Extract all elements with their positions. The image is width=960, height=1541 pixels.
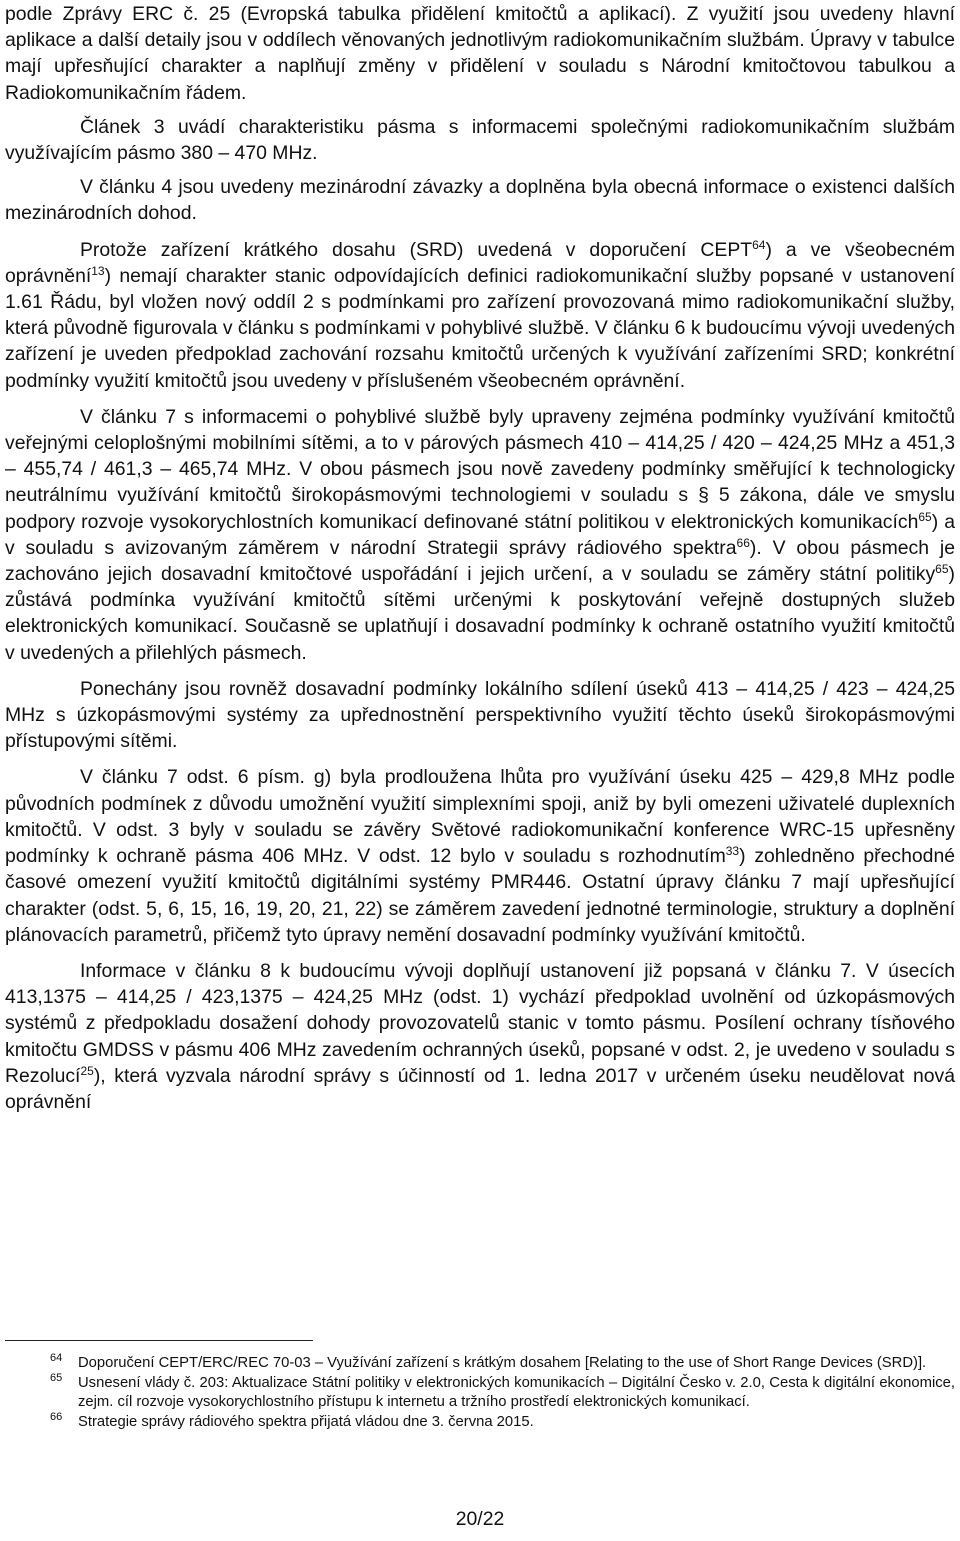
footnote-ref: 13 [91,263,105,278]
footnote-text: Doporučení CEPT/ERC/REC 70-03 – Využívání zařízení s krátkým dosahem [Relating to the use of Short Range Devices (SRD)]. [78,1355,927,1371]
footnote-text: Usnesení vlády č. 203: Aktualizace Státní politiky v elektronických komunikacích – Digitální Česko v. 2.0, Cesta k digitální ekonomice, zejm. cíl rozvoje vysokorychlostního přístupu k internetu a tržního prostředí elektronických komunikací. [78,1374,955,1410]
paragraph: Protože zařízení krátkého dosahu (SRD) uvedená v doporučení CEPT$^{64}$) a ve všeobecném oprávnění$^{13}$) nemají charakter stanic odpovídajících definici radiokomunikační služby popsané v ustanovení 1.61 Řádu, byl vložen nový oddíl 2 s podmínkami pro zařízení provozovaná mimo radiokomunikační služby, která původně figurovala v článku s podmínkami v pohyblivé službě. V článku 6 k budoucímu vývoji uvedených zařízení je uveden předpoklad zachování rozsahu kmitočtů určených k využívání zařízeními SRD; konkrétní podmínky využití kmitočtů jsou uvedeny v příslušeném všeobecném oprávnění. [5,237,955,392]
footnote [5,1410,955,1433]
footnote-ref: 65 [935,562,949,577]
footnote-number: 64 [50,1352,63,1364]
footnote-number: 66 [50,1410,63,1423]
footnotes [5,1354,955,1432]
footnote-separator [5,1340,313,1341]
paragraph: Ponechány jsou rovněž dosavadní podmínky lokálního sdílení úseků 413 – 414,25 / 423 – 424,25 MHz s úzkopásmovými systémy za upřednostnění perspektivního využití těchto úseků širokopásmovými přístupovými sítěmi. [5,677,955,753]
footnote-ref: 65 [918,509,932,524]
paragraph: Článek 3 uvádí charakteristiku pásma s informacemi společnými radiokomunikačním službám využívajícím pásmo 380 – 470 MHz. [5,115,955,165]
footnote [5,1371,955,1413]
paragraph: V článku 7 s informacemi o pohyblivé službě byly upraveny zejména podmínky využívání kmitočtů veřejnými celoplošnými mobilními sítěmi, a to v párových pásmech 410 – 414,25 / 420 – 424,25 MHz a 451,3 – 455,74 / 461,3 – 465,74 MHz. V obou pásmech jsou nově zavedeny podmínky směřující k technologicky neutrálnímu využívání kmitočtů širokopásmovými technologiemi v souladu s § 5 zákona, dále ve smyslu podpory rozvoje vysokorychlostních komunikací definované státní politikou v elektronických komunikacích$^{65}$) a v souladu s avizovaným záměrem v národní Strategii správy rádiového spektra$^{66}$). V obou pásmech je zachováno jejich dosavadní kmitočtové uspořádání i jejich určení, a v souladu se záměry státní politiky$^{65}$) zůstává podmínka využívání kmitočtů sítěmi určenými k poskytování veřejně dostupných služeb elektronických komunikací. Současně se uplatňují i dosavadní podmínky k ochraně ostatního využití kmitočtů v uvedených a přilehlých pásmech. [5,405,955,664]
document-body [5,0,955,1115]
paragraph: Informace v článku 8 k budoucímu vývoji doplňují ustanovení již popsaná v článku 7. V úsecích 413,1375 – 414,25 / 423,1375 – 424,25 MHz (odst. 1) vychází předpoklad uvolnění od úzkopásmových systémů z předpokladu dosažení dohody provozovatelů stanic v tomto pásmu. Posílení ochrany tísňového kmitočtu GMDSS v pásmu 406 MHz zavedením ochranných úseků, popsané v odst. 2, je uvedeno v souladu s Rezolucí$^{25}$), která vyzvala národní správy s účinností od 1. ledna 2017 v určeném úseku neudělovat nová oprávnění [5,959,955,1113]
footnote-ref: 66 [736,535,750,550]
paragraph: V článku 7 odst. 6 písm. g) byla prodloužena lhůta pro využívání úseku 425 – 429,8 MHz podle původních podmínek z důvodu umožnění využití simplexními spoji, aniž by byli omezeni uživatelé duplexních kmitočtů. V odst. 3 byly v souladu se závěry Světové radiokomunikační konference WRC-15 upřesněny podmínky k ochraně pásma 406 MHz. V odst. 12 bylo v souladu s rozhodnutím$^{33}$) zohledněno přechodné časové omezení využití kmitočtů digitálními systémy PMR446. Ostatní úpravy článku 7 mají upřesňující charakter (odst. 5, 6, 15, 16, 19, 20, 21, 22) se záměrem zavedení jednotné terminologie, struktury a doplnění plánovacích parametrů, přičemž tyto úpravy nemění dosavadní podmínky využívání kmitočtů. [5,766,956,946]
footnote-number: 65 [50,1371,63,1384]
footnote-ref: 33 [725,844,740,859]
paragraph: podle Zprávy ERC č. 25 (Evropská tabulka přidělení kmitočtů a aplikací). Z využití jsou uvedeny hlavní aplikace a další detaily jsou v oddílech věnovaných jednotlivým radiokomunikačním službám. Úpravy v tabulce mají upřesňující charakter a naplňují změny v přidělení v souladu s Národní kmitočtovou tabulkou a Radiokomunikačním řádem. [5,3,955,104]
footnote-ref: 25 [80,1063,94,1078]
paragraph: V článku 4 jsou uvedeny mezinárodní závazky a doplněna byla obecná informace o existenci dalších mezinárodních dohod. [5,176,955,225]
footnote-text: Strategie správy rádiového spektra přijatá vládou dne 3. června 2015. [78,1413,534,1430]
footnote-ref: 64 [752,237,766,252]
footnote [5,1354,955,1374]
page-number: 20/22 [455,1508,505,1530]
